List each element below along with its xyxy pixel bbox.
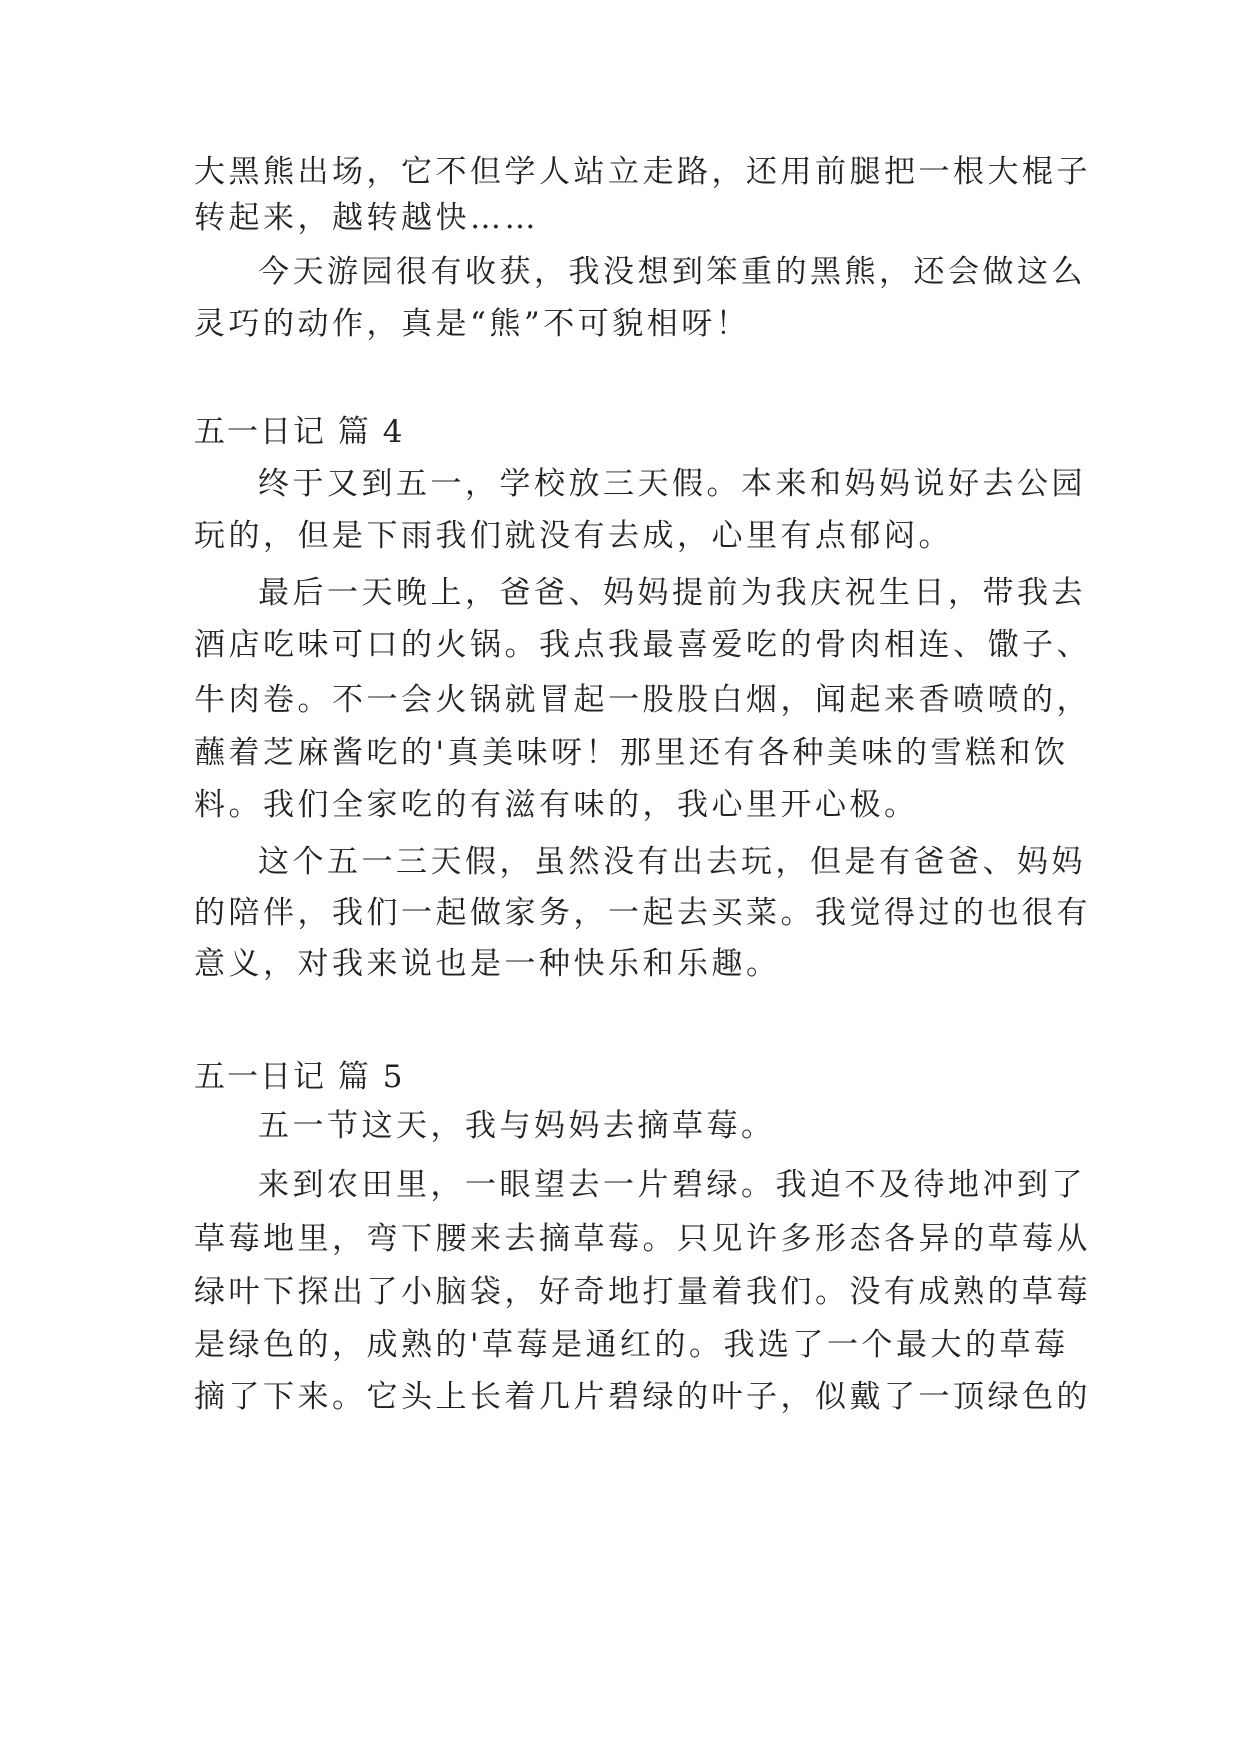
paragraph-line: 来到农田里，一眼望去一片碧绿。我迫不及待地冲到了 — [258, 1167, 1086, 1203]
paragraph-line: 终于又到五一，学校放三天假。本来和妈妈说好去公园 — [258, 466, 1086, 502]
paragraph-line: 最后一天晚上，爸爸、妈妈提前为我庆祝生日，带我去 — [258, 575, 1086, 611]
paragraph-line: 转起来，越转越快…… — [194, 200, 539, 236]
paragraph-line: 牛肉卷。不一会火锅就冒起一股股白烟，闻起来香喷喷的， — [194, 682, 1091, 718]
paragraph-line: 草莓地里，弯下腰来去摘草莓。只见许多形态各异的草莓从 — [194, 1221, 1091, 1257]
section-heading: 五一日记 篇 5 — [194, 1059, 405, 1095]
paragraph-line: 蘸着芝麻酱吃的'真美味呀！那里还有各种美味的雪糕和饮 — [194, 735, 1069, 771]
paragraph-line: 绿叶下探出了小脑袋，好奇地打量着我们。没有成熟的草莓 — [194, 1274, 1091, 1310]
paragraph-line: 灵巧的动作，真是“熊”不可貌相呀！ — [194, 306, 751, 342]
paragraph-line: 料。我们全家吃的有滋有味的，我心里开心极。 — [194, 787, 919, 823]
paragraph-line: 五一节这天，我与妈妈去摘草莓。 — [258, 1108, 776, 1144]
paragraph-line: 大黑熊出场，它不但学人站立走路，还用前腿把一根大棍子 — [194, 154, 1091, 190]
paragraph-line: 今天游园很有收获，我没想到笨重的黑熊，还会做这么 — [258, 254, 1086, 290]
paragraph-line: 酒店吃味可口的火锅。我点我最喜爱吃的骨肉相连、馓子、 — [194, 627, 1091, 663]
paragraph-line: 是绿色的，成熟的'草莓是通红的。我选了一个最大的草莓 — [194, 1327, 1069, 1363]
paragraph-line: 的陪伴，我们一起做家务，一起去买菜。我觉得过的也很有 — [194, 895, 1091, 931]
paragraph-line: 意义，对我来说也是一种快乐和乐趣。 — [194, 946, 781, 982]
paragraph-line: 摘了下来。它头上长着几片碧绿的叶子，似戴了一顶绿色的 — [194, 1379, 1091, 1415]
paragraph-line: 玩的，但是下雨我们就没有去成，心里有点郁闷。 — [194, 518, 953, 554]
section-heading: 五一日记 篇 4 — [194, 414, 405, 450]
paragraph-line: 这个五一三天假，虽然没有出去玩，但是有爸爸、妈妈 — [258, 844, 1086, 880]
